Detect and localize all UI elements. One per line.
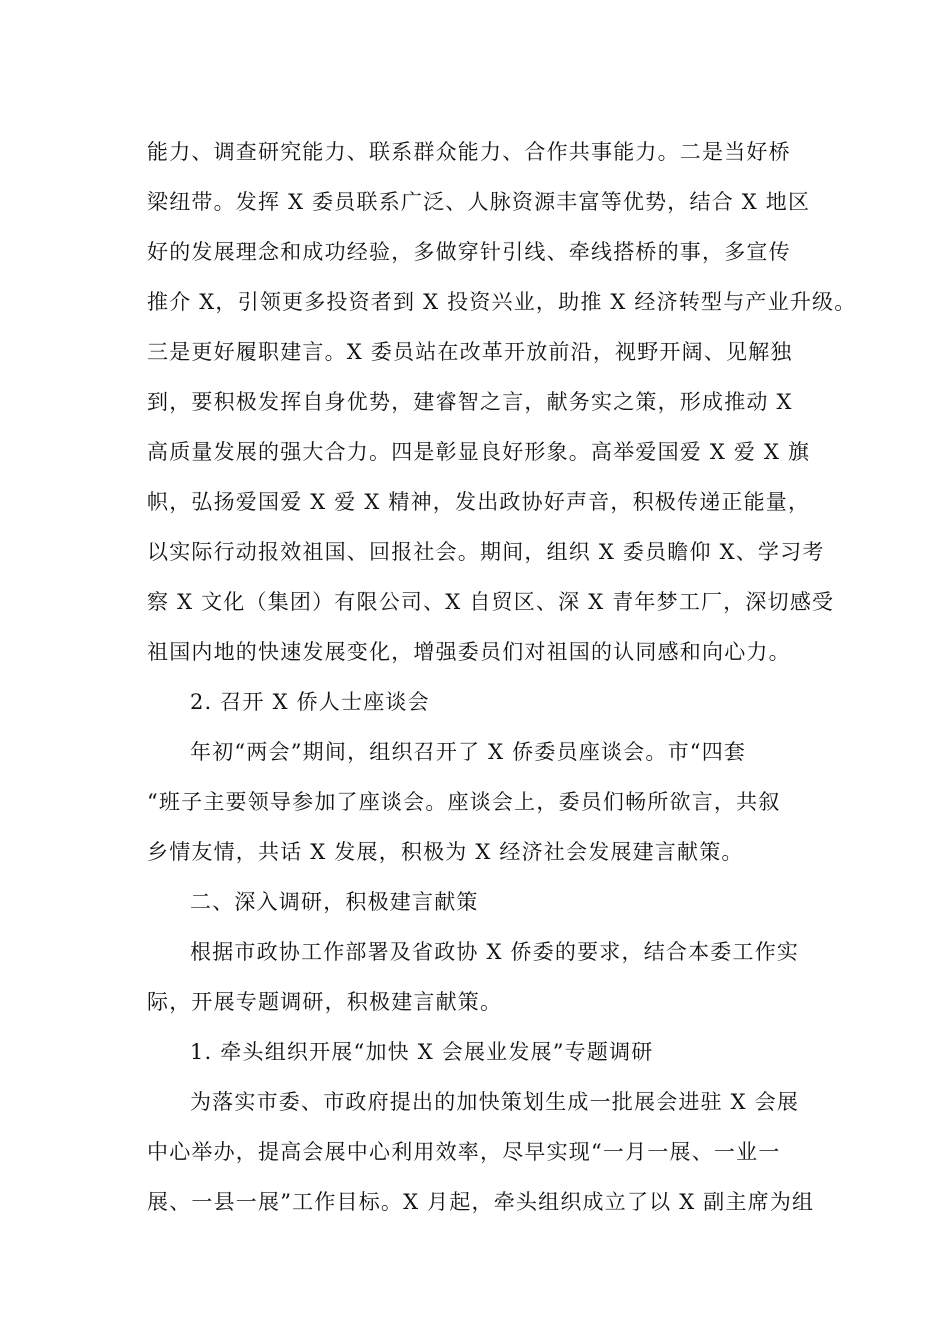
text-line: 际，开展专题调研，积极建言献策。: [147, 990, 503, 1014]
text-line: 以实际行动报效祖国、回报社会。期间，组织 X 委员瞻仰 X、学习考: [147, 540, 825, 564]
text-line: 乡情友情，共话 X 发展，积极为 X 经济社会发展建言献策。: [147, 840, 744, 864]
text-line: 三是更好履职建言。X 委员站在改革开放前沿，视野开阔、见解独: [147, 340, 793, 364]
text-line: 年初“两会”期间，组织召开了 X 侨委员座谈会。市“四套: [190, 740, 747, 764]
text-line: 好的发展理念和成功经验，多做穿针引线、牵线搭桥的事，多宣传: [147, 240, 791, 264]
text-line: 祖国内地的快速发展变化，增强委员们对祖国的认同感和向心力。: [147, 640, 791, 664]
text-line: 中心举办，提高会展中心利用效率，尽早实现“一月一展、一业一: [147, 1140, 781, 1164]
section-heading: 二、深入调研，积极建言献策: [190, 890, 479, 914]
text-line: 到，要积极发挥自身优势，建睿智之言，献务实之策，形成推动 X: [147, 390, 793, 414]
text-line: 展、一县一展”工作目标。X 月起，牵头组织成立了以 X 副主席为组: [147, 1190, 815, 1214]
text-line: 帜，弘扬爱国爱 X 爱 X 精神，发出政协好声音，积极传递正能量，: [147, 490, 811, 514]
text-line: 为落实市委、市政府提出的加快策划生成一批展会进驻 X 会展: [190, 1090, 800, 1114]
text-line: “班子主要领导参加了座谈会。座谈会上，委员们畅所欲言，共叙: [147, 790, 781, 814]
text-line: 根据市政协工作部署及省政协 X 侨委的要求，结合本委工作实: [190, 940, 800, 964]
section-heading: 2. 召开 X 侨人士座谈会: [190, 690, 430, 714]
text-line: 梁纽带。发挥 X 委员联系广泛、人脉资源丰富等优势，结合 X 地区: [147, 190, 811, 214]
text-line: 高质量发展的强大合力。四是彰显良好形象。高举爱国爱 X 爱 X 旗: [147, 440, 811, 464]
section-heading: 1. 牵头组织开展“加快 X 会展业发展”专题调研: [190, 1040, 654, 1064]
text-line: 推介 X，引领更多投资者到 X 投资兴业，助推 X 经济转型与产业升级。: [147, 290, 857, 314]
text-line: 察 X 文化（集团）有限公司、X 自贸区、深 X 青年梦工厂，深切感受: [147, 590, 835, 614]
text-line: 能力、调查研究能力、联系群众能力、合作共事能力。二是当好桥: [147, 140, 791, 164]
